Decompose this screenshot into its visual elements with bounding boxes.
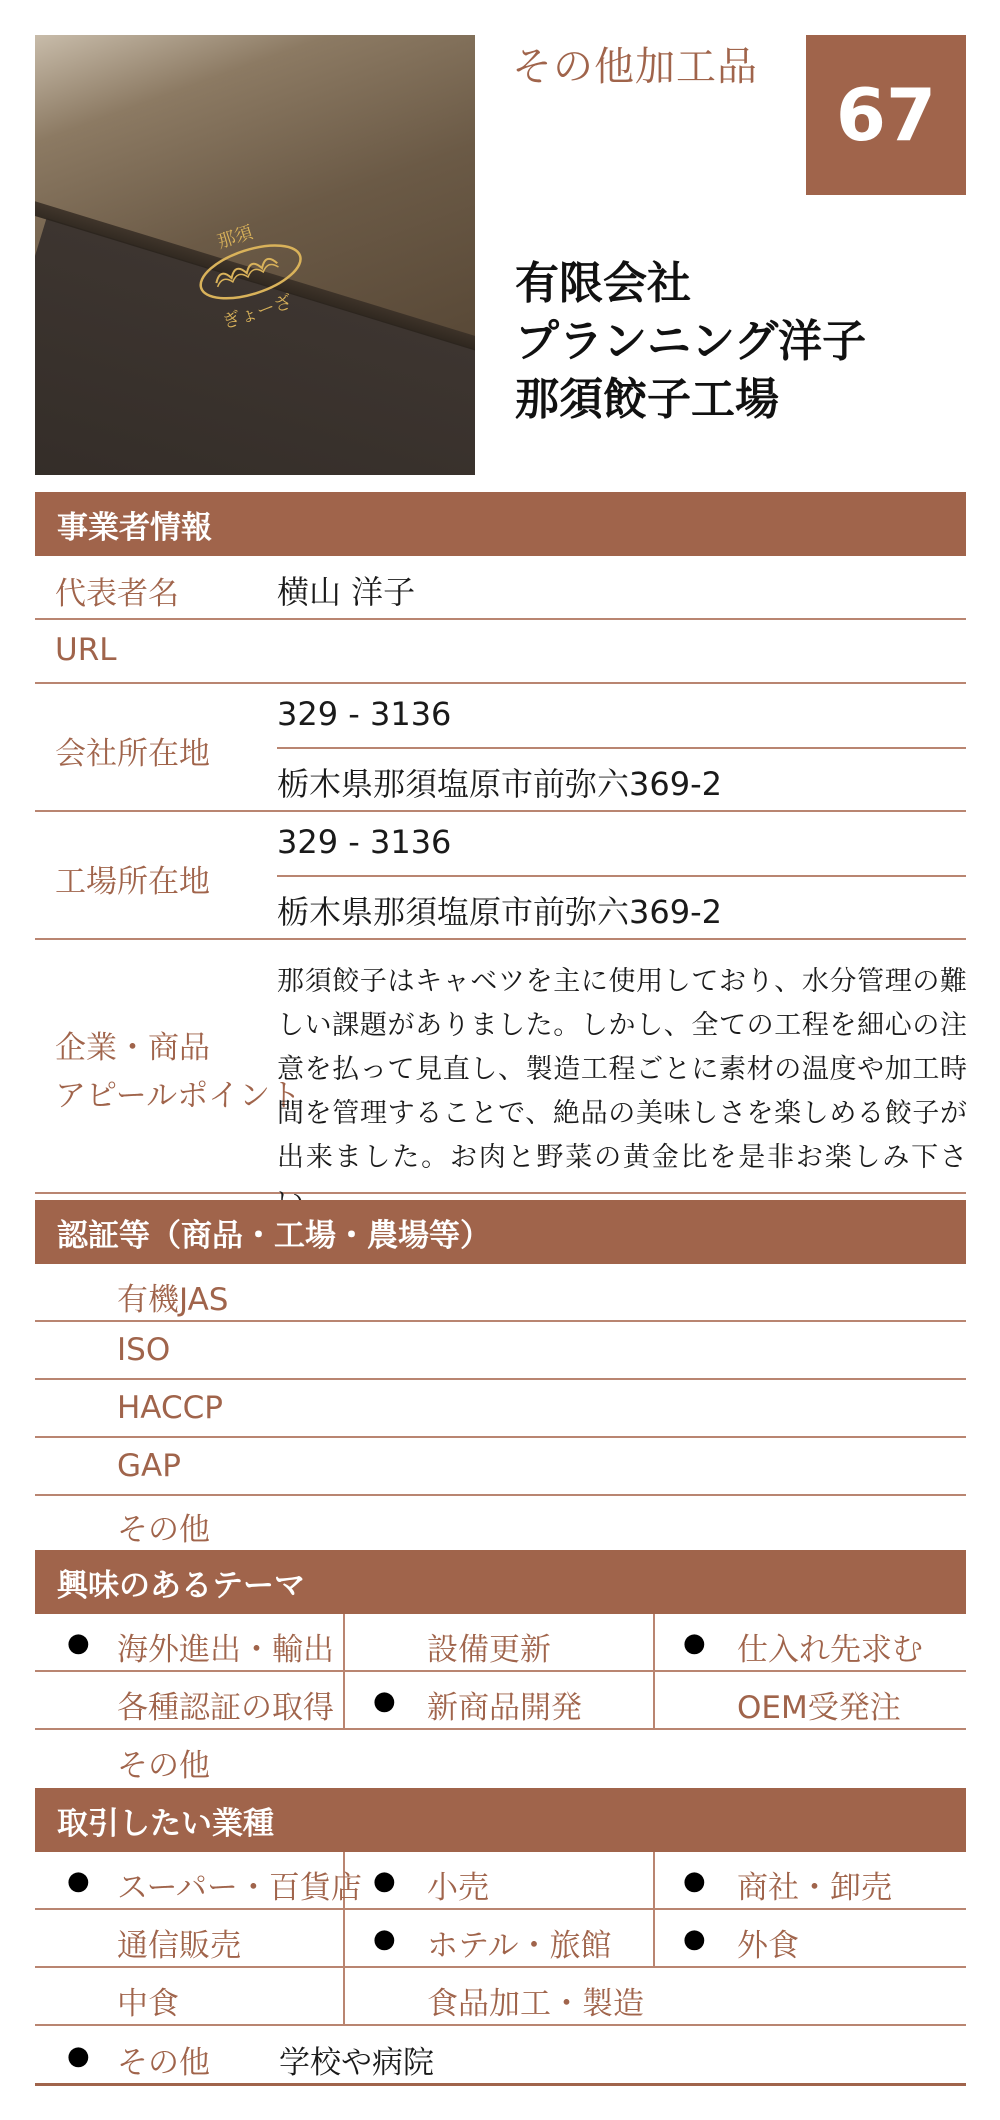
theme-new-product: 新商品開発 [427,1690,582,1726]
themes-heading [35,1550,966,1614]
trade-selected-bullet: ● [683,1924,706,1954]
trade-selected-bullet: ● [67,2041,90,2071]
theme-selected-bullet: ● [373,1686,396,1716]
theme-other: その他 [117,1748,210,1784]
logo-text-bottom: ぎょーざ [219,291,295,334]
cert-item-gap: GAP [117,1448,181,1484]
factory-zip: 329 - 3136 [277,823,452,861]
logo-text-top: 那須 [214,221,256,254]
themes-row-1 [35,1614,966,1672]
factory-address: 栃木県那須塩原市前弥六369-2 [277,893,722,931]
cert-item-haccp: HACCP [117,1390,223,1426]
themes-heading-text: 興味のあるテーマ [57,1567,305,1604]
trade-selected-bullet: ● [373,1866,396,1896]
themes-row-2 [35,1672,966,1730]
cert-item-organic-jas: 有機JAS [117,1282,229,1318]
trade-heading [35,1788,966,1852]
certification-heading-text: 認証等（商品・工場・農場等） [57,1217,491,1254]
representative-label: 代表者名 [55,576,179,612]
factory-address-label: 工場所在地 [55,864,210,900]
business-info-heading [35,492,966,556]
theme-oem: OEM受発注 [737,1690,901,1726]
company-name-line-2: プランニング洋子 [515,316,867,367]
cert-row [35,1322,966,1380]
url-label: URL [55,632,117,668]
factory-address-row [35,812,966,940]
product-photo [35,35,475,475]
trade-other-label: その他 [117,2045,210,2081]
trade-row-2 [35,1910,966,1968]
trade-row-1 [35,1852,966,1910]
trade-selected-bullet: ● [67,1866,90,1896]
url-row [35,620,966,684]
trade-food-processing: 食品加工・製造 [427,1986,644,2022]
trade-restaurant: 外食 [737,1928,799,1964]
company-name-line-1: 有限会社 [515,258,691,309]
company-name [515,255,866,429]
trade-mail-order: 通信販売 [117,1928,241,1964]
cert-row [35,1496,966,1550]
theme-seeking-suppliers: 仕入れ先求む [737,1632,923,1668]
themes-row-3 [35,1730,966,1788]
theme-certification: 各種認証の取得 [117,1690,334,1726]
trade-row-4 [35,2026,966,2086]
company-name-line-3: 那須餃子工場 [515,374,779,425]
business-info-heading-text: 事業者情報 [57,509,212,546]
representative-value: 横山 洋子 [277,573,416,611]
cert-row [35,1380,966,1438]
trade-selected-bullet: ● [373,1924,396,1954]
representative-row [35,556,966,620]
cert-item-iso: ISO [117,1332,171,1368]
office-address: 栃木県那須塩原市前弥六369-2 [277,765,722,803]
trade-selected-bullet: ● [683,1866,706,1896]
appeal-label-line-1: 企業・商品 [55,1030,210,1066]
theme-selected-bullet: ● [683,1628,706,1658]
theme-overseas-export: 海外進出・輸出 [117,1632,334,1668]
trade-heading-text: 取引したい業種 [57,1805,274,1842]
trade-wholesale: 商社・卸売 [737,1870,892,1906]
cert-row [35,1438,966,1496]
trade-hotel: ホテル・旅館 [427,1928,612,1964]
trade-row-3 [35,1968,966,2026]
office-address-row [35,684,966,812]
trade-prepared-food: 中食 [117,1986,179,2022]
entry-number: 67 [835,73,937,157]
trade-retail: 小売 [427,1870,489,1906]
trade-other-value: 学校や病院 [279,2045,434,2081]
category-label: その他加工品 [512,44,758,90]
appeal-text: 那須餃子はキャベツを主に使用しており、水分管理の難しい課題がありました。しかし、全ての工程を細心の注意を払って見直し、製造工程ごとに素材の温度や加工時間を管理することで、絶品の美味しさを楽しめる餃子が出来ました。お肉と野菜の黄金比を是非お楽しみ下さ [277,966,967,1173]
office-address-label: 会社所在地 [55,736,210,772]
theme-selected-bullet: ● [67,1628,90,1658]
office-zip: 329 - 3136 [277,695,452,733]
trade-supermarket: スーパー・百貨店 [117,1870,362,1906]
theme-equipment-renewal: 設備更新 [427,1632,551,1668]
certification-heading [35,1200,966,1264]
cert-row [35,1264,966,1322]
cert-item-other: その他 [117,1512,210,1548]
appeal-label-line-2: アピールポイント [55,1078,302,1114]
entry-number-badge [806,35,966,195]
